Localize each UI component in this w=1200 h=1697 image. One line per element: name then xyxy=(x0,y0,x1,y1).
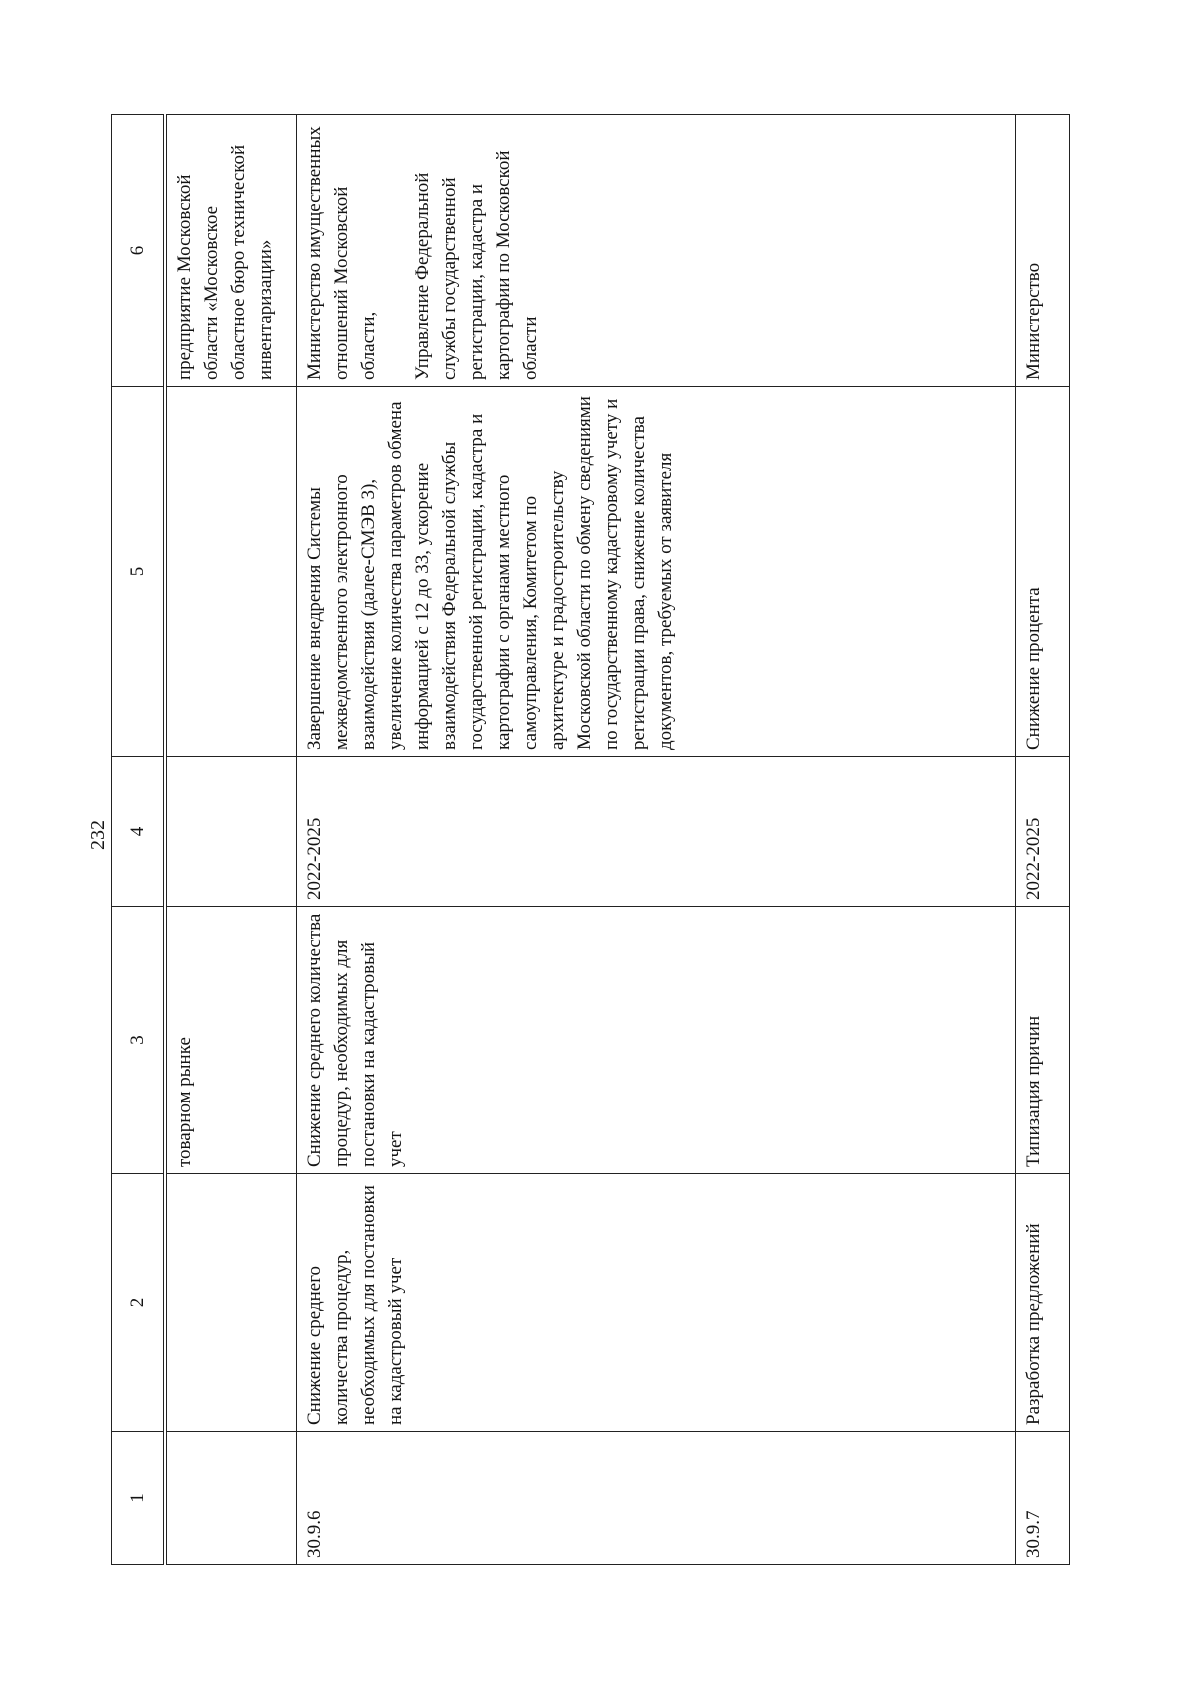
rotated-table-container xyxy=(111,115,1070,1565)
cell-responsible: предприятие Московской области «Московское областное бюро технической инвентаризации» xyxy=(165,115,297,387)
cell-result: Снижение процента xyxy=(1016,387,1070,757)
header-row xyxy=(112,115,165,1565)
header-cell-2: 2 xyxy=(112,1174,165,1432)
cell-number xyxy=(165,1432,297,1565)
table-row xyxy=(165,115,297,1565)
cell-goal: товарном рынке xyxy=(165,907,297,1174)
cell-action: Разработка предложений xyxy=(1016,1174,1070,1432)
table-row xyxy=(1016,115,1070,1565)
cell-goal: Типизация причин xyxy=(1016,907,1070,1174)
cell-number: 30.9.6 xyxy=(296,1432,1016,1565)
header-cell-3: 3 xyxy=(112,907,165,1174)
page-number: 232 xyxy=(87,820,109,850)
header-cell-4: 4 xyxy=(112,757,165,907)
cell-responsible: Министерство xyxy=(1016,115,1070,387)
header-cell-6: 6 xyxy=(112,115,165,387)
cell-result: Завершение внедрения Системы межведомственного электронного взаимодействия (далее-СМЭВ 3), увеличение количества параметров обмена информацией с 12 до 33, ускорение взаимодействия Федеральной службы государственной регистрации, кадастра и картографии с органами местного самоуправления, Комитетом по архитектуре и градостроительству Московской области по обмену сведениями по государственному кадастровому учету и регистрации права, снижение количества документов, требуемых от заявителя xyxy=(296,387,1016,757)
cell-result xyxy=(165,387,297,757)
data-table xyxy=(111,114,1070,1565)
cell-period: 2022-2025 xyxy=(1016,757,1070,907)
header-cell-1: 1 xyxy=(112,1432,165,1565)
cell-action: Снижение среднего количества процедур, необходимых для постановки на кадастровый учет xyxy=(296,1174,1016,1432)
cell-responsible: Министерство имущественных отношений Московской области, Управление Федеральной службы государственной регистрации, кадастра и картографии по Московской области xyxy=(296,115,1016,387)
header-cell-5: 5 xyxy=(112,387,165,757)
cell-action xyxy=(165,1174,297,1432)
cell-period: 2022-2025 xyxy=(296,757,1016,907)
table-row xyxy=(296,115,1016,1565)
cell-goal: Снижение среднего количества процедур, необходимых для постановки на кадастровый учет xyxy=(296,907,1016,1174)
cell-period xyxy=(165,757,297,907)
cell-number: 30.9.7 xyxy=(1016,1432,1070,1565)
